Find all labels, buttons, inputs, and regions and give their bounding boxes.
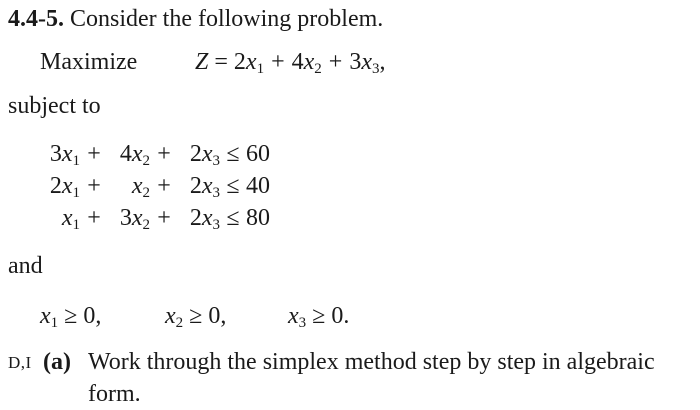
constraint-row: $x_1$ + $3x_2$ + $2x_3$ ≤ 80 — [61, 205, 270, 233]
part-a-text-line2: form. — [88, 381, 141, 407]
part-a-tag: D,I — [8, 353, 32, 372]
objective-term: $2x_1$ — [233, 49, 265, 77]
objective-verb: Maximize — [40, 49, 138, 75]
problem-intro: Consider the following problem. — [70, 6, 384, 32]
part-a-label: (a) — [43, 349, 71, 375]
problem-header — [8, 5, 383, 33]
objective-plus: + — [328, 49, 343, 75]
objective-equals: = — [214, 49, 228, 75]
constraints-block — [38, 140, 270, 236]
problem-number: 4.4-5. — [8, 6, 64, 32]
objective-function — [195, 48, 385, 76]
objective-lhs: Z — [195, 49, 209, 75]
objective-plus: + — [271, 49, 285, 75]
constraint-row: $2x_1$ + $x_2$ + $2x_3$ ≤ 40 — [49, 173, 270, 201]
nonneg-x1: $x_1 \ge 0$, — [40, 303, 102, 331]
objective-term: $3x_3$, — [349, 49, 386, 77]
part-a-text-line1: Work through the simplex method step by step in algebraic — [88, 349, 655, 375]
constraint-row: $3x_1$ + $4x_2$ + $2x_3$ ≤ 60 — [49, 141, 270, 169]
objective-term: $4x_2$ — [291, 49, 322, 77]
subject-to-label: subject to — [8, 93, 101, 119]
and-label: and — [8, 253, 43, 279]
nonneg-x2: $x_2 \ge 0$, — [165, 303, 227, 331]
nonneg-x3: $x_3 \ge 0$. — [288, 303, 350, 331]
